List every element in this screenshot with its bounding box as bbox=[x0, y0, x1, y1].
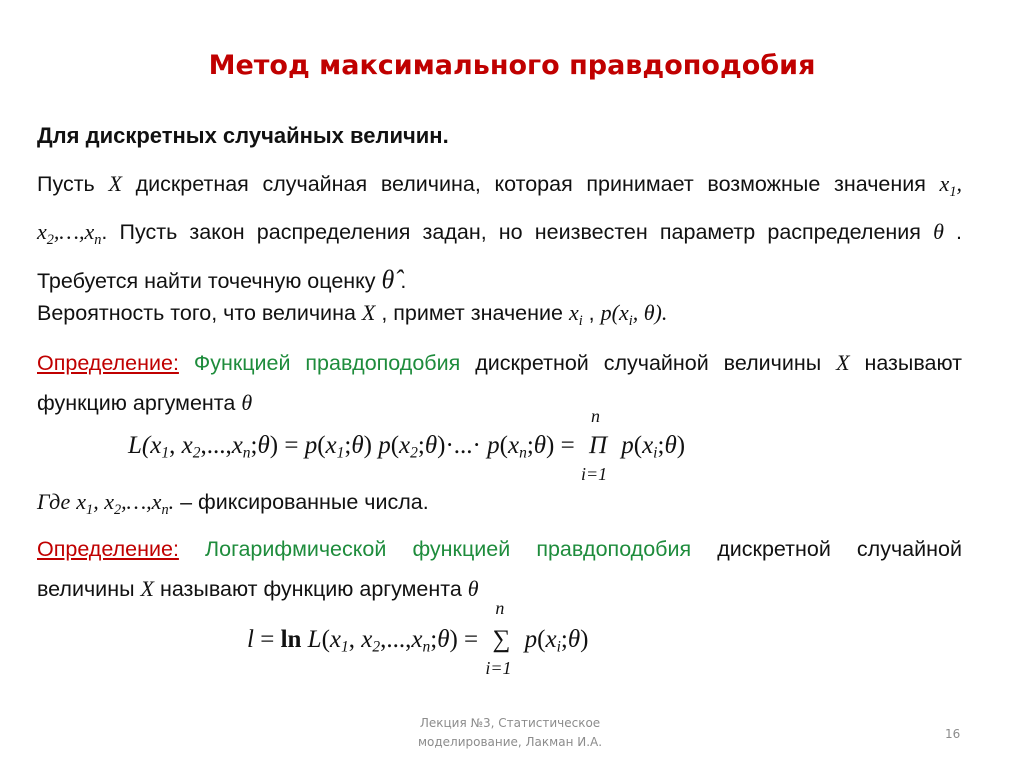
definition-term: Функцией правдоподобия bbox=[193, 351, 461, 375]
definition-log-likelihood: Определение: Логарифмической функцией правдоподобия дискретной случайной величины X называют функцию аргумента θ bbox=[37, 537, 962, 601]
log-likelihood-formula: l = ln L(x1, x2,...,xn;θ) = ∑ n i=1 p(xi;θ) bbox=[247, 598, 589, 678]
intro-text-3: . Пусть закон распределения задан, но неизвестен параметр распределения bbox=[101, 220, 921, 244]
where-line: Где $x_1$, $x_2,\dots,x_n$. – фиксированные числа. bbox=[37, 489, 429, 518]
page-number: 16 bbox=[945, 727, 961, 741]
probability-expression: $p(x_i$, θ). bbox=[600, 300, 668, 329]
likelihood-formula: L(x1, x2,...,xn;θ) = p(x1;θ) p(x2;θ)·...· p(xn;θ) = Π n i=1 p(xi;θ) bbox=[128, 406, 686, 484]
footer-line-2: моделирование, Лакман И.А. bbox=[417, 735, 603, 749]
formula-lhs: L(x1, x2,...,xn;θ) = p(x1;θ) p(x2;θ)·...· p(xn;θ) = bbox=[128, 432, 581, 462]
product-lower-limit: i=1 bbox=[580, 464, 608, 484]
var-X: X bbox=[140, 576, 154, 601]
definition-label: Определение: bbox=[37, 351, 179, 375]
intro-text-1: Пусть bbox=[37, 172, 95, 196]
paragraph-probability: Вероятность того, что величина X , примет значение $x_i$ , $p(x_i$, θ). bbox=[37, 300, 668, 329]
footer bbox=[390, 714, 630, 752]
intro-text-4: . Требуется найти точечную оценку bbox=[37, 220, 962, 293]
slide-title: Метод максимального правдоподобия bbox=[208, 50, 816, 81]
fixed-values: $x_1$, $x_2,\dots,x_n$. bbox=[76, 489, 175, 518]
intro-text-2: дискретная случайная величина, которая принимает возможные значения bbox=[135, 172, 926, 196]
paragraph-intro: Пусть X дискретная случайная величина, которая принимает возможные значения $x_1$, $x_2,\dots,x_n$. Пусть закон распределения задан, но неизвестен параметр распределения θ . Требуется найти точечную оценку θ̂ . bbox=[37, 171, 962, 294]
value-list: $x_1$, $x_2,\dots,x_n$ bbox=[37, 171, 962, 248]
prob-text-2: , примет значение bbox=[381, 301, 563, 325]
footer-line-1: Лекция №3, Статистическое bbox=[419, 716, 601, 730]
var-X: X bbox=[836, 350, 850, 375]
sum-upper-limit: n bbox=[495, 598, 505, 618]
theta-hat-symbol: θ̂ bbox=[381, 265, 395, 294]
xi-symbol: $x_i$ bbox=[568, 300, 583, 329]
definition-label: Определение: bbox=[37, 537, 179, 561]
product-operator: Π n i=1 bbox=[580, 406, 608, 484]
var-X: X bbox=[361, 300, 376, 325]
theta-symbol: θ bbox=[241, 390, 253, 415]
section-heading: Для дискретных случайных величин. bbox=[37, 123, 449, 148]
definition-likelihood: Определение: Функцией правдоподобия дискретной случайной величины X называют функцию аргумента θ bbox=[37, 350, 963, 415]
sum-lower-limit: i=1 bbox=[485, 658, 512, 678]
definition-term: Логарифмической функцией правдоподобия bbox=[205, 537, 692, 561]
prob-text-1: Вероятность того, что величина bbox=[37, 301, 356, 325]
sum-operator: ∑ n i=1 bbox=[485, 598, 512, 678]
product-upper-limit: n bbox=[590, 406, 600, 426]
var-X: X bbox=[108, 171, 122, 196]
theta-symbol: θ bbox=[933, 219, 944, 244]
theta-symbol: θ bbox=[467, 576, 479, 601]
formula2-lhs: l = ln L(x1, x2,...,xn;θ) = bbox=[247, 626, 485, 656]
